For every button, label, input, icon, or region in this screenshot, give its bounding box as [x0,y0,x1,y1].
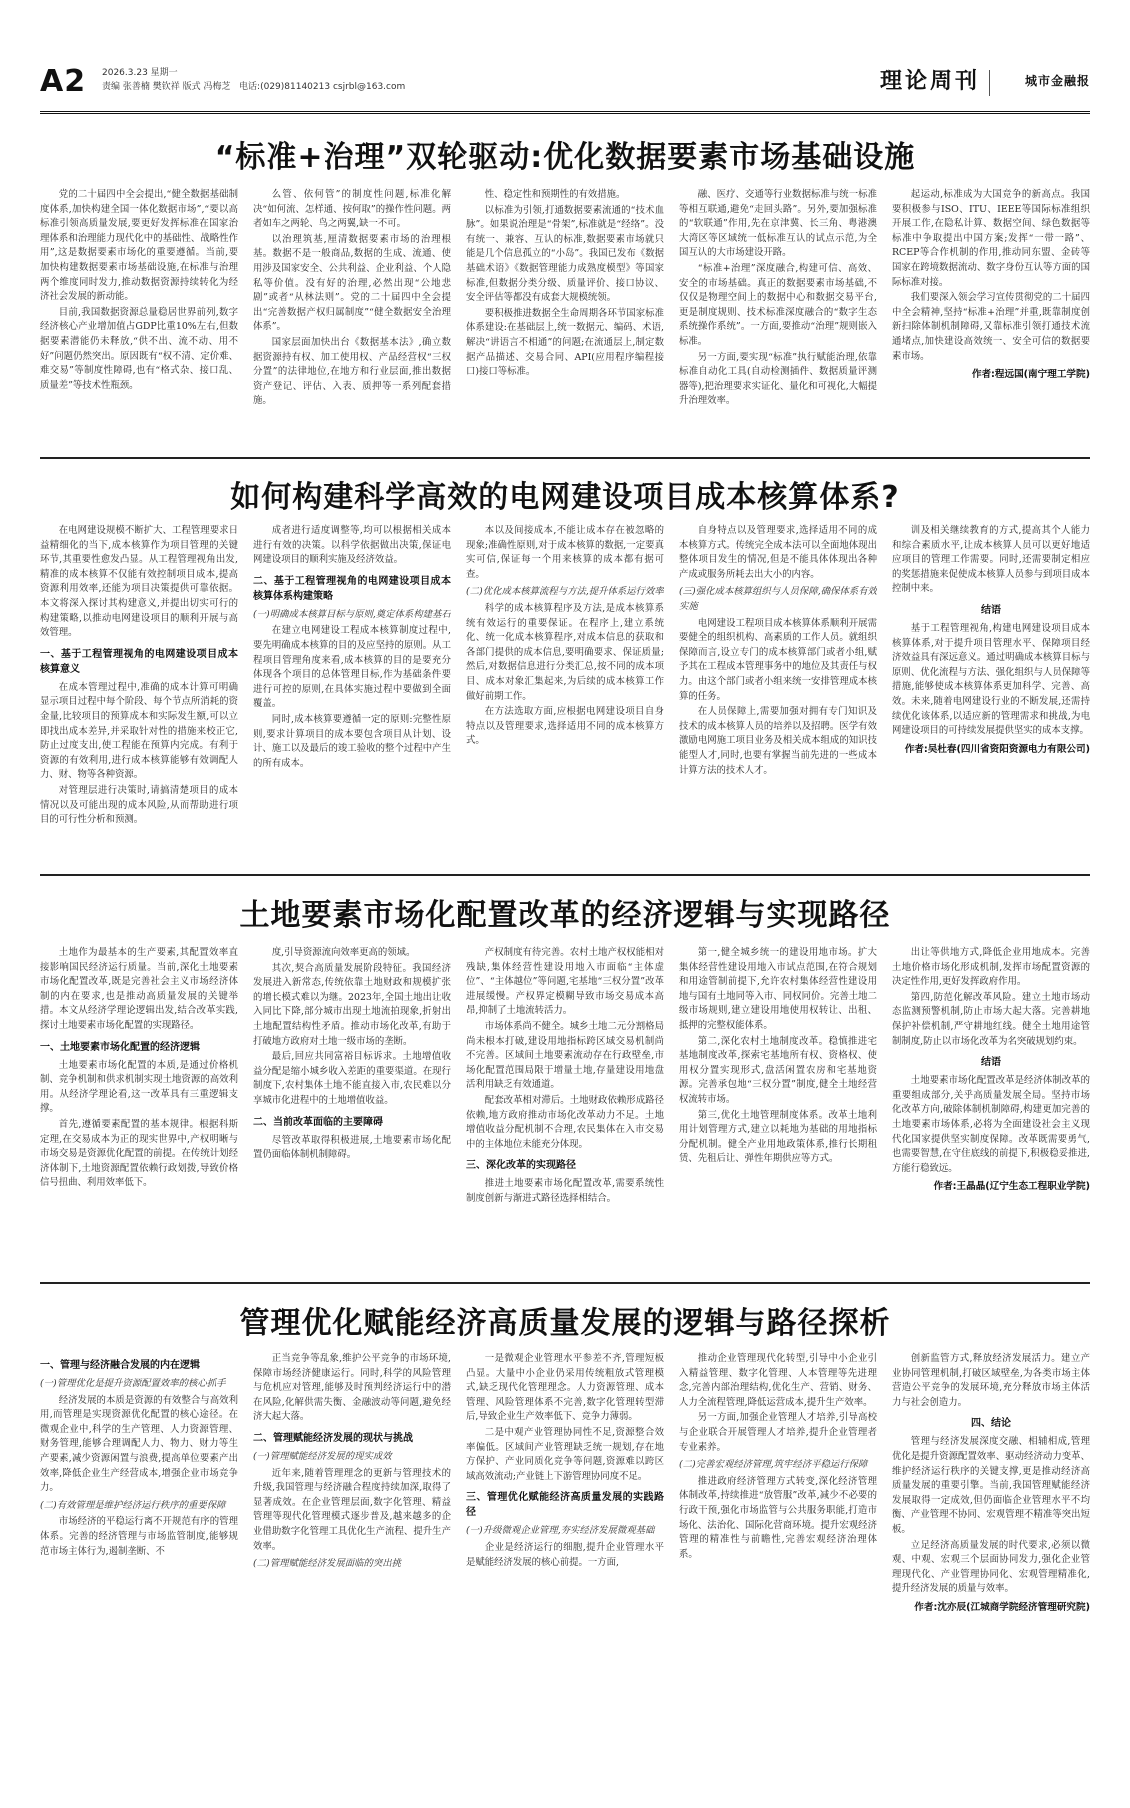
paragraph: 正当竞争等乱象,维护公平竞争的市场环境,保障市场经济健康运行。同时,科学的风险管理与危机应对管理,能够及时预判经济运行中的潜在风险,化解供需失衡、金融波动等问题,避免经济大起大落。 [253,1353,451,1423]
section-heading: 结语 [981,1057,1001,1069]
article-column [892,524,1090,860]
author-byline: 作者:王晶晶(辽宁生态工程职业学院) [933,1181,1090,1193]
article-divider [40,457,1090,459]
paragraph: 立足经济高质量发展的时代要求,必须以微观、中观、宏观三个层面协同发力,强化企业管理现代化、产业管理协同化、宏观管理精准化,提升经济发展的质量与效率。 [892,1539,1090,1595]
paragraph: 推动企业管理现代化转型,引导中小企业引入精益管理、数字化管理、人本管理等先进理念,完善内部治理结构,优化生产、营销、财务、人力全流程管理,降低运营成本,提升生产效率。 [679,1353,877,1408]
section-heading: 二、当前改革面临的主要障碍 [253,1116,383,1128]
paragraph: 另一方面,要实现“标准”执行赋能治理,依靠标准自动化工具(自动检测插件、数据质量评测器等),把治理要求实证化、量化和可视化,大幅提升治理效率。 [679,351,877,407]
masthead [40,62,1090,114]
paragraph: 以标准为引领,打通数据要素流通的“技术血脉”。如果说治理是“骨架”,标准就是“经络”。没有统一、兼容、互认的标准,数据要素市场就只能是几个信息孤立的“小岛”。我国已发布《数据基础术语》《数据管理能力成熟度模型》等国家标准,但数据分类分级、质量评价、接口协议、安全评估等都没有成套大规模统领。 [466,204,664,304]
subsection-heading: (二)有效管理是维护经济运行秩序的重要保障 [40,1499,226,1511]
paragraph: 市场经济的平稳运行离不开规范有序的管理体系。完善的经济管理与市场监管制度,能够规范市场主体行为,遏制垄断、不 [40,1516,238,1557]
subsection-heading: (二)管理赋能经济发展面临的突出挑 [253,1558,401,1570]
paragraph: 度,引导资源流向效率更高的领域。 [271,947,416,958]
article-column [679,946,877,1268]
article-column [679,188,877,443]
section-name: 理论周刊 [879,69,980,94]
paragraph: 土地要素市场化配置的本质,是通过价格机制、竞争机制和供求机制实现土地资源的高效利用。从经济学理论看,这一改革具有三重逻辑支撑。 [40,1059,238,1115]
paragraph: 自身特点以及管理要求,选择适用不同的成本核算方式。传统完全成本法可以全面地体现出整体项目发生的情况,但是不能具体体现出各种产成或服务所耗去出大小的内容。 [679,525,877,580]
paragraph: 以治理筑基,厘清数据要素市场的治理根基。数据不是一般商品,数据的生成、流通、使用涉及国家安全、公共利益、企业利益、个人隐私等价值。没有好的治理,必然出现“公地悲剧”或者“从林法则”。党的二十届四中全会提出“完善数据产权归属制度”“健全数据安全治理体系”。 [253,233,451,333]
article-column [679,524,877,860]
section-heading: 三、深化改革的实现路径 [466,1160,576,1172]
paragraph: 推进土地要素市场化配置改革,需要系统性制度创新与渐进式路径选择相结合。 [466,1178,664,1204]
author-byline: 作者:程远国(南宁理工学院) [971,369,1090,381]
section-heading: 一、基于工程管理视角的电网建设项目成本核算意义 [40,648,238,675]
article-divider [40,1282,1090,1284]
paragraph: 二是中观产业管理协同性不足,资源整合效率偏低。区域间产业管理缺乏统一规划,存在地方保护、产业同质化竞争等问题,资源难以跨区域高效流动;产业链上下游管理协同度不足。 [466,1426,664,1482]
paragraph: “标准+治理”深度融合,构建可信、高效、安全的市场基础。真正的数据要素市场基础,不仅仅是物理空间上的数据中心和数据交易平台,更是制度规则、技术标准深度融合的“数字生态系统操作系统”。一方面,要推动“治理”规则嵌入标准。 [679,262,877,347]
paragraph: 在人员保障上,需要加强对拥有专门知识及技术的成本核算人员的培养以及招聘。医学有效激励电网施工项目业务及相关成本组成的知识技能型人才,同时,也要有掌握当前先进的一些成本计算方法的技术人才。 [679,706,877,776]
section-heading: 二、管理赋能经济发展的现状与挑战 [253,1432,413,1444]
paragraph: 电网建设工程项目成本核算体系顺利开展需要健全的组织机构、高素质的工作人员。就组织保障而言,设立专门的成本核算部门或者小组,赋予其在工程成本管理事务中的地位及其责任与权力。由这个部门或者小组来统一安排管理成本核算的任务。 [679,617,877,702]
subsection-heading: (三)强化成本核算组织与人员保障,确保体系有效实施 [679,586,877,612]
paragraph: 创新监管方式,释放经济发展活力。建立产业协同管理机制,打破区域壁垒,为各类市场主体营造公平竞争的发展环境,充分释放市场主体活力与社会创造力。 [892,1353,1090,1408]
paragraph: 出让等供地方式,降低企业用地成本。完善土地价格市场化形成机制,发挥市场配置资源的决定性作用,更好发挥政府作用。 [892,947,1090,988]
subsection-heading: (一)管理优化是提升资源配置效率的核心抓手 [40,1378,226,1389]
section-heading: 一、土地要素市场化配置的经济逻辑 [40,1041,200,1053]
paragraph: 第二,深化农村土地制度改革。稳慎推进宅基地制度改革,探索宅基地所有权、资格权、使用权分置实现形式,盘活闲置农房和宅基地资源。完善承包地“三权分置”制度,健全土地经营权流转市场。 [679,1035,877,1105]
paragraph: 本以及间接成本,不能让成本存在被忽略的现象;准确性原则,对于成本核算的数据,一定要真实可信,保证每一个用来核算的成本都有据可查。 [466,525,664,580]
article-column [40,946,238,1268]
paragraph: 最后,回应共同富裕目标诉求。土地增值收益分配是缩小城乡收入差距的重要渠道。在现行制度下,农村集体土地不能直接入市,农民难以分享城市化进程中的土地增值收益。 [253,1051,451,1106]
paragraph: 党的二十届四中全会提出,“健全数据基础制度体系,加快构建全国一体化数据市场”,“要以高标准引领高质量发展,要更好发挥标准在国家治理体系和治理能力现代化中的基础性、战略性作用”,这是数据要素市场化的重要遵循。当前,要加快构建数据要素市场基础设施,在标准与治理两个维度同时发力,推动数据资源持续转化为经济社会发展的新动能。 [40,189,238,303]
subsection-heading: (一)升级微观企业管理,夯实经济发展微观基础 [466,1525,655,1537]
paragraph: 性、稳定性和预期性的有效措施。 [484,189,626,200]
subsection-heading: (一)明确成本核算目标与原则,奠定体系构建基石 [253,608,451,620]
article-column [253,946,451,1268]
paragraph: 经济发展的本质是资源的有效整合与高效利用,而管理是实现资源优化配置的核心途径。在微观企业中,科学的生产管理、人力资源管理、财务管理,能够合理调配人力、物力、财力等生产要素,减少资源闲置与浪费,提高单位要素产出效率,降低企业生产经营成本,增强企业市场竞争力。 [40,1394,238,1494]
paragraph: 一是微观企业管理水平参差不齐,管理短板凸显。大量中小企业仍采用传统粗放式管理模式,缺乏现代化管理理念。人力资源管理、成本管理、风险管理体系不完善,数字化管理转型滞后,导致企业生产效率低下、竞争力薄弱。 [466,1353,664,1423]
article-column [466,1352,664,1788]
article-2-title: 如何构建科学高效的电网建设项目成本核算体系? [230,480,900,515]
paragraph: 土地作为最基本的生产要素,其配置效率直接影响国民经济运行质量。当前,深化土地要素市场化配置改革,既是完善社会主义市场经济体制的内在要求,也是推动高质量发展的关键举措。本文从经济学理论逻辑出发,结合改革实践,探讨土地要素市场化配置的实现路径。 [40,947,238,1031]
article-divider [40,874,1090,876]
paragraph: 起运动,标准成为大国竞争的新高点。我国要积极参与ISO、ITU、IEEE等国际标准组织开展工作,在隐私计算、数据空间、绿色数据等标准中争取提出中国方案;发挥“一带一路”、RCEP等合作机制的作用,推动同东盟、金砖等国家在跨境数据流动、数字身份互认等方面的国际标准对接。 [892,189,1090,288]
paragraph: 在电网建设规模不断扩大、工程管理要求日益精细化的当下,成本核算作为项目管理的关键环节,其重要性愈发凸显。从工程管理视角出发,精准的成本核算不仅能有效控制项目成本,提高资源利用效率,还能为项目决策提供可靠依据。本文将深入探讨其构建意义,并提出切实可行的构建策略,以推动电网建设项目的顺利开展与高效管理。 [40,525,238,639]
page-number: A2 [40,64,87,99]
article-column [253,524,451,860]
article-column [40,524,238,860]
author-byline: 作者:沈亦辰(江城商学院经济管理研究院) [914,1601,1090,1613]
paragraph: 同时,成本核算要遵循一定的原则:完整性原则,要求计算项目的成本要包含项目从计划、设计、施工以及最后的竣工验收的整个过程中产生的所有成本。 [253,713,451,769]
paragraph: 管理与经济发展深度交融、相辅相成,管理优化是提升资源配置效率、驱动经济动力变革、维护经济运行秩序的关键支撑,更是推动经济高质量发展的重要引擎。当前,我国管理赋能经济发展取得一定成效,但仍面临企业管理水平不均衡、产业管理不协同、宏观管理不精准等突出短板。 [892,1436,1090,1535]
article-1-title: “标准+治理”双轮驱动:优化数据要素市场基础设施 [214,140,916,175]
paragraph: 另一方面,加强企业管理人才培养,引导高校与企业联合开展管理人才培养,提升企业管理者专业素养。 [679,1412,877,1453]
section-heading: 一、管理与经济融合发展的内在逻辑 [40,1360,200,1371]
paragraph: 第三,优化土地管理制度体系。改革土地利用计划管理方式,建立以耗地为基础的用地指标分配机制。健全产业用地政策体系,推行长期租赁、先租后让、弹性年期供应等方式。 [679,1109,877,1165]
article-4-title: 管理优化赋能经济高质量发展的逻辑与路径探析 [239,1306,891,1341]
paragraph: 其次,契合高质量发展阶段特征。我国经济发展进入新常态,传统依靠土地财政和规模扩张的增长模式难以为继。2023年,全国土地出让收入同比下降,部分城市出现土地流拍现象,折射出土地配置结构性矛盾。推动市场化改革,有助于打破地方政府对土地一级市场的垄断。 [253,962,451,1047]
paragraph: 在建立电网建设工程成本核算制度过程中,要先明确成本核算的目的及应坚持的原则。从工程项目管理角度来看,成本核算的目的是要充分体现各个项目的总体管理目标,作为基础条件要进行可控的原则,在具体实施过程中要做到全面覆盖。 [253,625,451,710]
paragraph: 训及相关继续教育的方式,提高其个人能力和综合素质水平,让成本核算人员可以更好地适应项目的管理工作需要。同时,还需要制定相应的奖惩措施来促使成本核算人员参与到项目成本控制中来。 [892,525,1090,595]
paragraph: 配套改革相对滞后。土地财政依赖形成路径依赖,地方政府推动市场化改革动力不足。土地增值收益分配机制不合理,农民集体在入市交易中的主体地位未能充分体现。 [466,1094,664,1150]
paragraph: 第一,健全城乡统一的建设用地市场。扩大集体经营性建设用地入市试点范围,在符合规划和用途管制前提下,允许农村集体经营性建设用地与国有土地同等入市、同权同价。完善土地二级市场规则,建立建设用地使用权转让、出租、抵押的完整权能体系。 [679,947,877,1031]
editors-line [102,80,405,94]
paragraph: 基于工程管理视角,构建电网建设项目成本核算体系,对于提升项目管理水平、保障项目经济效益具有深远意义。通过明确成本核算目标与原则、优化流程与方法、强化组织与人员保障等措施,能够使成本核算体系更加科学、完善、高效。未来,随着电网建设行业的不断发展,还需持续优化该体系,以适应新的管理需求和挑战,为电网建设项目的可持续发展提供坚实的成本支撑。 [892,622,1090,737]
article-column [679,1352,877,1788]
masthead-separator [989,70,990,96]
paragraph: 第四,防范化解改革风险。建立土地市场动态监测预警机制,防止市场大起大落。完善耕地保护补偿机制,严守耕地红线。健全土地用途管制制度,防止以市场化改革为名突破规划约束。 [892,991,1090,1047]
paragraph: 企业是经济运行的细胞,提升企业管理水平是赋能经济发展的核心前提。一方面, [466,1541,664,1568]
article-column [466,946,664,1268]
article-column [892,1352,1090,1788]
paragraph: 目前,我国数据资源总量稳居世界前列,数字经济核心产业增加值占GDP比重10%左右,但数据要素潜能仍未释放,“供不出、流不动、用不好”问题仍然突出。原因既有“权不清、定价难、难交易”等制度性障碍,也有“格式杂、接口乱、质量差”等技术性瓶颈。 [40,306,238,391]
article-3-title: 土地要素市场化配置改革的经济逻辑与实现路径 [239,898,891,933]
section-heading: 结语 [981,604,1001,616]
article-column [253,188,451,443]
paragraph: 成者进行适度调整等,均可以根据相关成本进行有效的决策。以科学依据做出决策,保证电网建设项目的顺利实施及经济效益。 [253,525,451,566]
article-column [892,188,1090,443]
subsection-heading: (二)完善宏观经济管理,筑牢经济平稳运行保障 [679,1459,868,1471]
paragraph: 尽管改革取得积极进展,土地要素市场化配置仍面临体制机制障碍。 [253,1134,451,1161]
paragraph: 融、医疗、交通等行业数据标准与统一标准等相互联通,避免“走回头路”。另外,要加强标准的“软联通”作用,先在京津冀、长三角、粤港澳大湾区等区域统一低标准互认的试点示范,为全国互认的大市场建设开路。 [679,189,877,259]
article-column [466,188,664,443]
section-heading: 四、结论 [971,1418,1011,1430]
paragraph: 在方法选取方面,应根据电网建设项目自身特点以及管理要求,选择适用不同的成本核算方式。 [466,706,664,747]
masthead-meta [102,66,405,94]
paragraph: 国家层面加快出台《数据基本法》,确立数据资源持有权、加工使用权、产品经营权“三权分置”的法律地位,在地方和行业层面,推出数据资产登记、评估、入表、质押等一系列配套措施。 [253,336,451,407]
article-column [466,524,664,860]
paragraph: 对管理层进行决策时,请搞清楚项目的成本情况以及可能出现的成本风险,从而帮助进行项目的可行性分析和预测。 [40,784,238,826]
author-byline: 作者:吴杜春(四川省资阳资源电力有限公司) [904,743,1090,755]
section-heading: 二、基于工程管理视角的电网建设项目成本核算体系构建策略 [253,575,451,602]
paragraph: 土地要素市场化配置改革是经济体制改革的重要组成部分,关乎高质量发展全局。坚持市场化改革方向,破除体制机制障碍,构建更加完善的土地要素市场体系,必将为全面建设社会主义现代化国家提供坚实制度保障。改革既需要勇气,也需要智慧,在守住底线的前提下,积极稳妥推进,方能行稳致远。 [892,1075,1090,1174]
paragraph: 科学的成本核算程序及方法,是成本核算系统有效运行的重要保证。在程序上,建立系统化、统一化成本核算程序,对成本信息的获取和各部门提供的成本信息,要明确要求、保证质量;然后,对数据信息进行分类汇总,按不同的成本项目、成本对象汇集起来,为后续的成本核算工作做好前期工作。 [466,602,664,702]
subsection-heading: (一)管理赋能经济发展的现实成效 [253,1450,392,1462]
article-column [40,188,238,443]
subsection-heading: (二)优化成本核算流程与方法,提升体系运行效率 [466,586,664,598]
contact: 电话:(029)81140213 csjrbl@163.com [239,82,406,92]
paragraph: 近年来,随着管理理念的更新与管理技术的升级,我国管理与经济融合程度持续加深,取得了显著成效。在企业管理层面,数字化管理、精益管理等现代化管理模式逐步普及,越来越多的企业借助数字化管理工具优化生产流程、提升生产效率。 [253,1467,451,1552]
paragraph: 我们要深入领会学习宣传贯彻党的二十届四中全会精神,坚持“标准+治理”并重,既靠制度创新扫除体制机制障碍,又靠标准引领打通技术流通堵点,加快建设高效统一、安全可信的数据要素市场。 [892,292,1090,362]
paragraph: 市场体系尚不健全。城乡土地二元分割格局尚未根本打破,建设用地指标跨区域交易机制尚不完善。区域间土地要素流动存在行政壁垒,市场化配置范围局限于增量土地,存量建设用地盘活利用缺乏有效通道。 [466,1020,664,1091]
article-column [253,1352,451,1788]
paragraph: 要积极推进数据全生命周期各环节国家标准体系建设:在基础层上,统一数据元、编码、术语,解决“讲语言不相通”的问题;在流通层上,制定数据产品描述、交易合同、API(应用程序编程接口)接口等标准。 [466,307,664,378]
article-column [892,946,1090,1268]
section-heading: 三、管理优化赋能经济高质量发展的实践路径 [466,1492,664,1519]
paragraph: 首先,遵循要素配置的基本规律。根据科斯定理,在交易成本为正的现实世界中,产权明晰与市场交易是资源优化配置的前提。在传统计划经济体制下,土地资源配置依赖行政划拨,导致价格信号扭曲、利用效率低下。 [40,1118,238,1189]
paragraph: 在成本管理过程中,准确的成本计算可明确显示项目过程中每个阶段、每个节点所消耗的资金量,比较项目的预算成本和实际发生额,可以立即找出成本差异,并采取针对性的措施来校正它,防止过度支出,使工程能在预算内完成。有利于资源的有效利用,进行成本核算能够有效调配人力、财、物等各种资源。 [40,681,238,781]
date-line: 2026.3.23 星期一 [102,68,178,78]
paper-name: 城市金融报 [1024,74,1090,88]
paragraph: 么管、依何管”的制度性问题,标准化解决“如何流、怎样通、按何取”的操作性问题。两者如车之两轮、鸟之两翼,缺一不可。 [253,189,451,230]
editors: 责编 张善楠 樊钦祥 版式 冯梅芝 [102,82,231,92]
article-column [40,1352,238,1788]
paragraph: 推进政府经济管理方式转变,深化经济管理体制改革,持续推进“放管服”改革,减少不必要的行政干预,强化市场监管与公共服务职能,打造市场化、法治化、国际化营商环境。提升宏观经济管理的精准性与前瞻性,完善宏观经济治理体系。 [679,1475,877,1560]
paragraph: 产权制度有待完善。农村土地产权权能相对残缺,集体经营性建设用地入市面临“主体虚位”、“主体越位”等问题,宅基地“三权分置”改革进展缓慢。产权界定模糊导致市场交易成本高昂,抑制了土地流转活力。 [466,947,664,1017]
